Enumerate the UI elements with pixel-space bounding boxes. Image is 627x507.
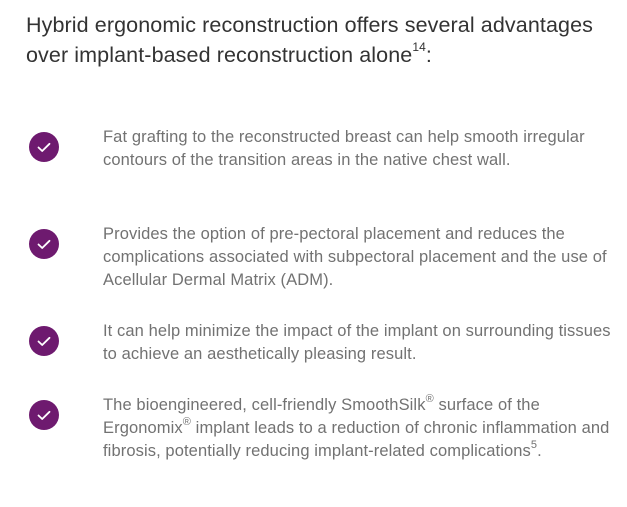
check-circle-icon <box>29 326 59 356</box>
heading-suffix: : <box>425 43 432 67</box>
registered-mark: ® <box>182 415 191 428</box>
check-circle-icon <box>29 132 59 162</box>
benefit-text: Provides the option of pre-pectoral placement and reduces the complications associated with subpectoral placement and the use of Acellular Dermal Matrix (ADM). <box>103 225 607 289</box>
benefit-text-part: implant leads to a reduction of chronic inflammation and fibrosis, potentially reducing implant-related complications <box>103 419 610 460</box>
section-heading <box>26 10 626 70</box>
check-circle-icon <box>29 400 59 430</box>
benefit-text <box>103 394 619 463</box>
benefit-text-part: The bioengineered, cell-friendly SmoothSilk <box>103 396 426 414</box>
registered-mark: ® <box>425 392 434 405</box>
reference-number: 5 <box>530 438 538 451</box>
benefit-text: It can help minimize the impact of the implant on surrounding tissues to achieve an aesthetically pleasing result. <box>103 322 611 363</box>
benefit-text-end: . <box>537 442 542 460</box>
benefit-text-part: surface of the Ergonomix <box>103 396 540 437</box>
check-circle-icon <box>29 229 59 259</box>
heading-text: Hybrid ergonomic reconstruction offers several advantages over implant-based reconstruction alone <box>26 13 593 67</box>
heading-reference: 14 <box>412 39 426 54</box>
benefit-text: Fat grafting to the reconstructed breast can help smooth irregular contours of the transition areas in the native chest wall. <box>103 128 585 169</box>
